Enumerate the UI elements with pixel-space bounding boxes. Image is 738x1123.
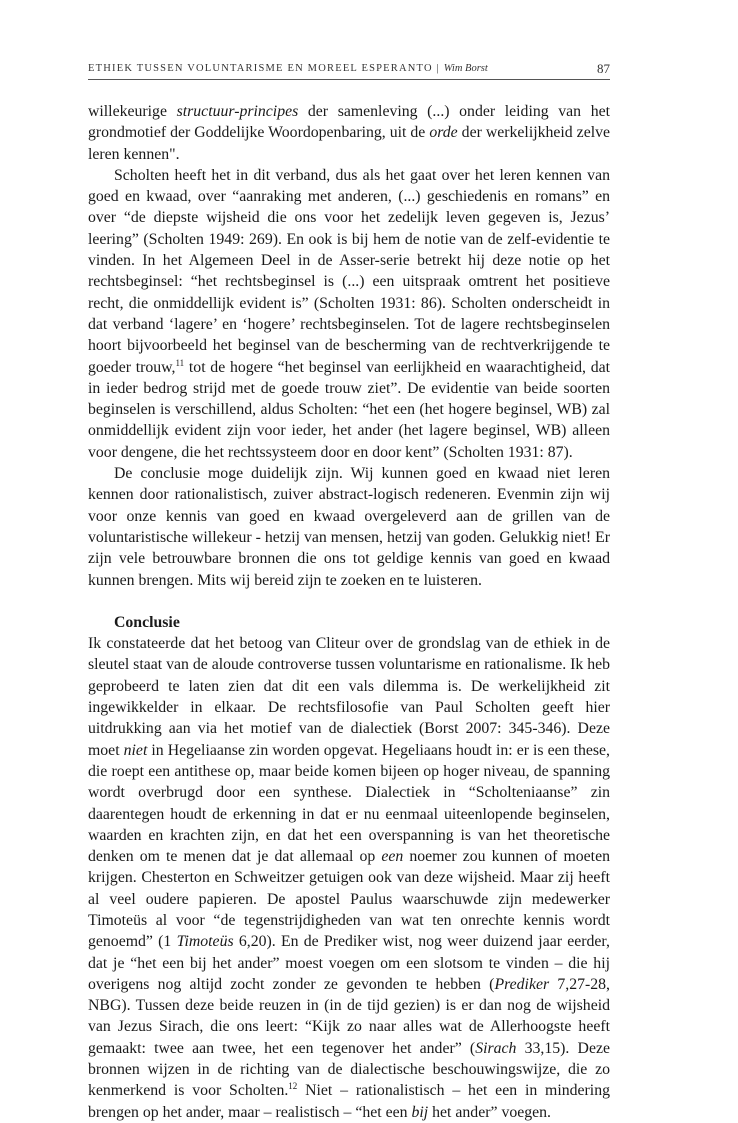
page-number: 87 (597, 61, 610, 76)
section-heading: Conclusie (114, 613, 180, 631)
italic-text: orde (429, 124, 458, 142)
italic-text: Prediker (494, 975, 550, 993)
italic-text: Timoteüs (176, 933, 234, 951)
page-body (88, 101, 610, 1123)
running-head-separator: | (436, 63, 440, 74)
italic-text: structuur-principes (176, 103, 299, 120)
italic-text: Sirach (475, 1039, 517, 1057)
running-head (88, 63, 610, 74)
italic-text: een (381, 848, 404, 866)
footnote-marker: 12 (288, 1081, 298, 1092)
paragraph: De conclusie moge duidelijk zijn. Wij kunnen goed en kwaad niet leren kennen door rationalistisch, zuiver abstract-logisch redeneren. Evenmin zijn wij voor onze kennis van goed en kwaad overgeleverd aan de grillen van de voluntaristische willekeur - hetzij van mensen, hetzij van goden. Gelukkig niet! Er zijn vele betrouwbare bronnen die ons tot geldige kennis van goed en kwaad kunnen brengen. Mits wij bereid zijn te zoeken en te luisteren. (88, 465, 610, 589)
running-title: ETHIEK TUSSEN VOLUNTARISME EN MOREEL ESPERANTO (88, 63, 433, 74)
paragraph: willekeurige structuur-principes der samenleving (...) onder leiding van het grondmotief der Goddelijke Woordopenbaring, uit de orde der werkelijkheid zelve leren kennen". (88, 103, 610, 163)
running-head-author: Wim Borst (443, 63, 488, 74)
italic-text: bij (411, 1103, 429, 1121)
italic-text: niet (123, 741, 148, 759)
paragraph: Ik constateerde dat het betoog van Cliteur over de grondslag van de ethiek in de sleutel staat van de aloude controverse tussen voluntarisme en rationalisme. Ik heb geprobeerd te laten zien dat dit een vals dilemma is. De werkelijkheid zit ingewikkelder in elkaar. De rechtsfilosofie van Paul Scholten geeft hier uitdrukking aan via het motief van de dialectiek (Borst 2007: 345-346). Deze moet niet in Hegeliaanse zin worden opgevat. Hegeliaans houdt in: er is een these, die roept een antithese op, maar beide komen bijeen op hoger niveau, de spanning wordt overbrugd door een synthese. Dialectiek in “Scholteniaanse” zin daarentegen houdt de erkenning in dat er nu eenmaal uiteenlopende beginselen, waarden en krachten zijn, en dat het een overspanning is van het theoretische denken om te menen dat je dat allemaal op een noemer zou kunnen of moeten krijgen. Chesterton en Schweitzer getuigen ook van deze wijsheid. Maar zij heeft al veel oudere papieren. De apostel Paulus waarschuwde zijn medewerker Timoteüs al voor “de tegenstrijdigheden van wat ten onrechte kennis wordt genoemd” (1 Timoteüs 6,20). En de Prediker wist, nog weer duizend jaar eerder, dat je “het een bij het ander” moest voegen om een slotsom te vinden – die hij overigens nog altijd zocht zonder ze gevonden te hebben (Prediker 7,27-28, NBG). Tussen deze beide reuzen in (in de tijd gezien) is er dan nog de wijsheid van Jezus Sirach, die ons leert: “Kijk zo naar alles wat de Allerhoogste heeft gemaakt: twee aan twee, het een tegenover het ander” (Sirach 33,15). Deze bronnen wijzen in de richting van de dialectische beschouwingswijze, die zo kenmerkend is voor Scholten.$^{12}$ Niet – rationalistisch – het een in mindering brengen op het ander, maar – realistisch – “het een bij het ander” voegen. (88, 635, 611, 1121)
footnote-marker: 11 (175, 357, 185, 368)
paragraph: Scholten heeft het in dit verband, dus als het gaat over het leren kennen van goed en kwaad, over “aanraking met anderen, (...) geschiedenis en romans” en over “de diepste wijsheid die ons voor het zedelijk leven gegeven is, Jezus’ leering” (Scholten 1949: 269). En ook is bij hem de notie van de zelf-evidentie te vinden. In het Algemeen Deel in de Asser-serie betrekt hij deze notie op het rechtsbeginsel: “het rechtsbeginsel is (...) een uitspraak omtrent het positieve recht, die onmiddellijk evident is” (Scholten 1931: 86). Scholten onderscheidt in dat verband ‘lagere’ en ‘hogere’ rechtsbeginselen. Tot de lagere rechtsbeginselen hoort bijvoorbeeld het beginsel van de bescherming van de rechtverkrijgende te goeder trouw,$^{11}$ tot de hogere “het beginsel van eerlijkheid en waarachtigheid, dat in ieder bedrog strijd met de goede trouw ziet”. De evidentie van beide soorten beginselen is verschillend, aldus Scholten: “het een (het hogere beginsel, WB) zal onmiddellijk evident zijn voor ieder, het ander (het lagere beginsel, WB) alleen voor dengene, die het rechtssysteem door en door kent” (Scholten 1931: 87). (88, 166, 610, 461)
header-rule (88, 79, 610, 80)
